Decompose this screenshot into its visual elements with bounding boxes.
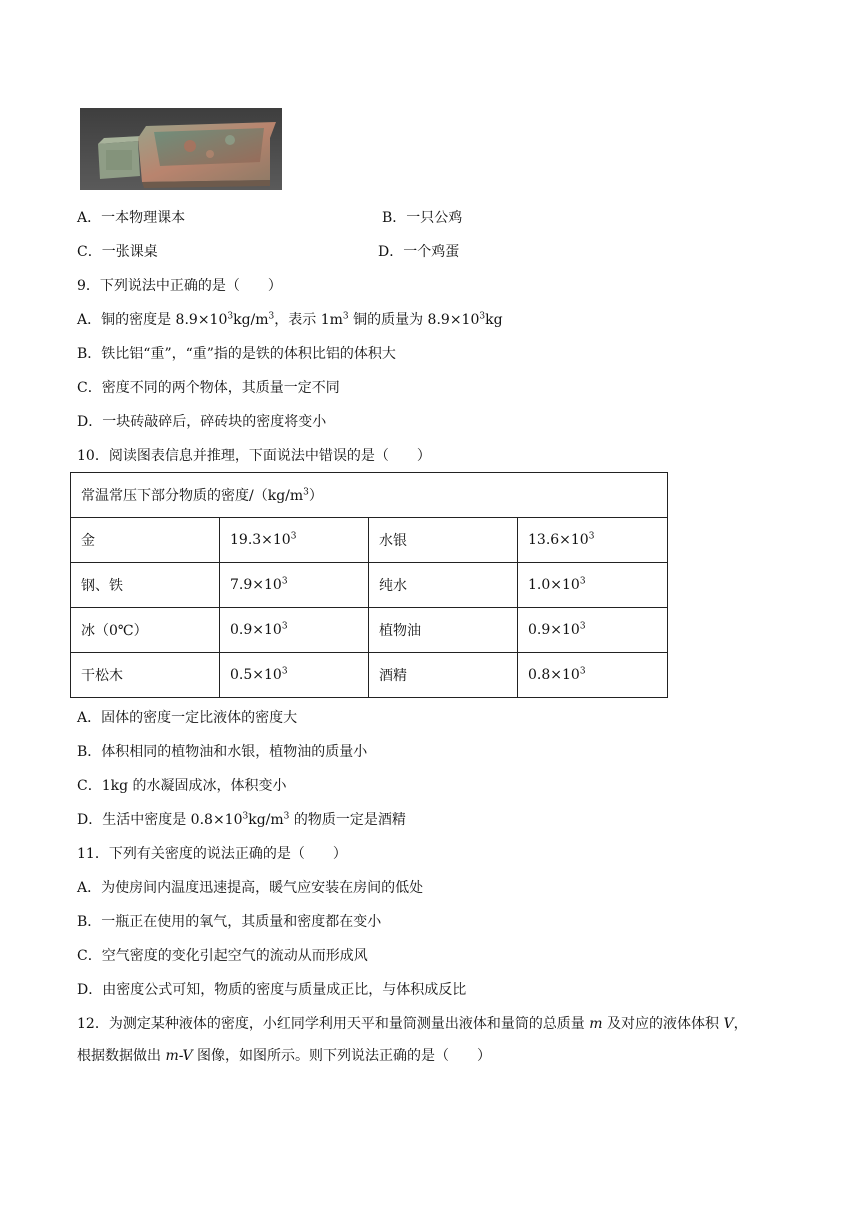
q11-option-b[interactable]: B．一瓶正在使用的氧气，其质量和密度都在变小: [77, 914, 382, 930]
table-row: [71, 653, 668, 698]
q8-option-b[interactable]: B．一只公鸡: [382, 210, 463, 226]
table-cell: $13.6\times 10^3$: [518, 518, 668, 563]
table-cell: 冰（0℃）: [71, 608, 220, 653]
q9-stem: 9．下列说法中正确的是（ ）: [77, 278, 282, 294]
q9-option-b[interactable]: B．铁比铝“重”，“重”指的是铁的体积比铝的体积大: [77, 346, 396, 362]
q9-option-a[interactable]: A．铜的密度是 $8.9\times 10^3kg/m^3$，表示 $1m^3$ 铜的质量为 $8.9\times 10^3kg$: [77, 311, 503, 328]
q11-option-c[interactable]: C．空气密度的变化引起空气的流动从而形成风: [77, 948, 368, 964]
table-cell: 水银: [369, 518, 518, 563]
table-cell: 钢、铁: [71, 563, 220, 608]
q10-option-a[interactable]: A．固体的密度一定比液体的密度大: [77, 710, 298, 726]
table-cell: 干松木: [71, 653, 220, 698]
table-row: [71, 608, 668, 653]
q10-stem: 10．阅读图表信息并推理，下面说法中错误的是（ ）: [77, 448, 431, 464]
q10-option-d[interactable]: D．生活中密度是 $0.8\times 10^3kg/m^3$ 的物质一定是酒精: [77, 811, 406, 828]
q11-stem: 11．下列有关密度的说法正确的是（ ）: [77, 846, 347, 862]
q8-option-c[interactable]: C．一张课桌: [77, 244, 158, 260]
q9-option-d[interactable]: D．一块砖敲碎后，碎砖块的密度将变小: [77, 414, 327, 430]
table-cell: $19.3\times 10^3$: [220, 518, 369, 563]
table-cell: $0.8\times 10^3$: [518, 653, 668, 698]
q12-stem-line2: 根据数据做出 m-V 图像，如图所示。则下列说法正确的是（ ）: [77, 1048, 492, 1064]
table-cell: $0.5\times 10^3$: [220, 653, 369, 698]
q10-option-b[interactable]: B．体积相同的植物油和水银，植物油的质量小: [77, 744, 368, 760]
q11-option-a[interactable]: A．为使房间内温度迅速提高，暖气应安装在房间的低处: [77, 880, 424, 896]
q11-option-d[interactable]: D．由密度公式可知，物质的密度与质量成正比，与体积成反比: [77, 982, 467, 998]
bronze-artifact-image: [80, 108, 282, 190]
table-title: 常温常压下部分物质的密度$/(kg/m^3)$: [71, 473, 668, 518]
table-cell: $1.0\times 10^3$: [518, 563, 668, 608]
q12-stem-line1: 12．为测定某种液体的密度，小红同学利用天平和量筒测量出液体和量筒的总质量 m 及对应的液体体积 V，: [77, 1016, 748, 1032]
table-title-row: [71, 473, 668, 518]
q9-option-c[interactable]: C．密度不同的两个物体，其质量一定不同: [77, 380, 340, 396]
table-cell: 纯水: [369, 563, 518, 608]
density-table: [70, 472, 668, 698]
table-cell: $0.9\times 10^3$: [220, 608, 369, 653]
q8-option-a[interactable]: A．一本物理课本: [77, 210, 186, 226]
table-cell: 酒精: [369, 653, 518, 698]
table-row: [71, 563, 668, 608]
table-row: [71, 518, 668, 563]
table-cell: 金: [71, 518, 220, 563]
q8-option-d[interactable]: D．一个鸡蛋: [378, 244, 460, 260]
table-cell: $7.9\times 10^3$: [220, 563, 369, 608]
table-cell: $0.9\times 10^3$: [518, 608, 668, 653]
q10-option-c[interactable]: C．1kg 的水凝固成冰，体积变小: [77, 778, 287, 794]
table-cell: 植物油: [369, 608, 518, 653]
